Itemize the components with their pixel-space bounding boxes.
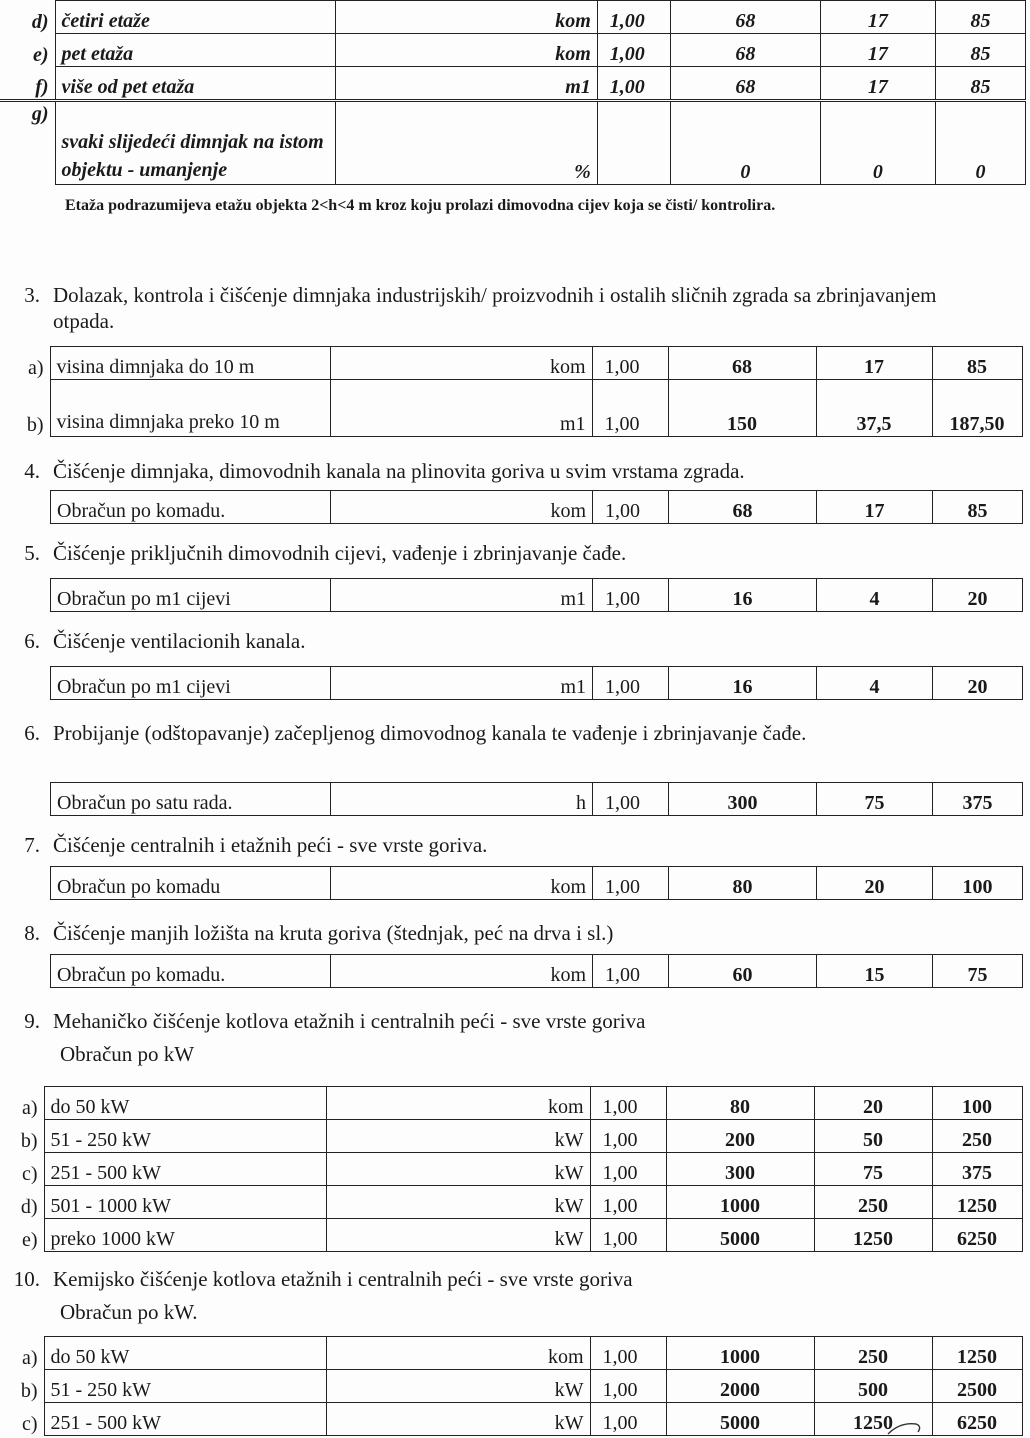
row-description: Obračun po komadu. <box>51 491 331 524</box>
table-row <box>0 1403 1022 1436</box>
row-quantity: 1,00 <box>593 783 669 816</box>
row-letter: a) <box>27 356 44 379</box>
row-price-c: 20 <box>933 667 1023 700</box>
row-price-c: 100 <box>933 867 1023 900</box>
section-number: 7. <box>24 833 40 857</box>
row-price-c: 187,50 <box>932 380 1022 437</box>
row-quantity: 1,00 <box>590 1087 666 1120</box>
table-row <box>0 347 1022 380</box>
price-table <box>50 782 1023 816</box>
row-unit: h <box>331 783 593 816</box>
row-description: 51 - 250 kW <box>44 1120 326 1153</box>
row-price-b: 500 <box>814 1370 932 1403</box>
section-subtitle: Obračun po kW. <box>60 1300 198 1324</box>
row-description: Obračun po m1 cijevi <box>51 579 331 612</box>
row-unit: kW <box>326 1370 590 1403</box>
section-number: 3. <box>24 283 40 307</box>
row-price-b: 17 <box>820 34 935 67</box>
row-price-c: 0 <box>935 101 1025 185</box>
price-table <box>50 954 1023 988</box>
price-table <box>0 1086 1023 1252</box>
row-price-c: 6250 <box>932 1219 1022 1252</box>
table-row <box>51 783 1023 816</box>
row-price-c: 75 <box>933 955 1023 988</box>
row-letter: a) <box>21 1096 38 1119</box>
row-letter: d) <box>20 1195 38 1218</box>
row-price-c: 85 <box>935 67 1025 101</box>
row-price-c: 85 <box>935 1 1025 34</box>
table-row <box>51 579 1023 612</box>
row-price-b: 4 <box>817 667 933 700</box>
row-quantity: 1,00 <box>597 34 670 67</box>
row-price-a: 68 <box>670 67 820 101</box>
table-row <box>51 667 1023 700</box>
section-title: Kemijsko čišćenje kotlova etažnih i centralnih peći - sve vrste goriva <box>53 1267 633 1291</box>
row-unit: kW <box>326 1403 590 1436</box>
row-price-a: 5000 <box>666 1403 814 1436</box>
row-quantity: 1,00 <box>593 955 669 988</box>
table-row <box>0 67 1026 101</box>
row-price-c: 1250 <box>932 1337 1022 1370</box>
row-description: do 50 kW <box>44 1087 326 1120</box>
row-unit: kom <box>335 1 597 34</box>
row-price-c: 85 <box>932 347 1022 380</box>
row-price-b: 0 <box>820 101 935 185</box>
row-price-a: 300 <box>666 1153 814 1186</box>
row-quantity: 1,00 <box>597 1 670 34</box>
table-row <box>0 1 1026 34</box>
row-description: Obračun po komadu. <box>51 955 331 988</box>
row-unit: kW <box>326 1120 590 1153</box>
row-unit: kom <box>326 1087 590 1120</box>
row-description: svaki slijedeći dimnjak na istom objektu - umanjenje <box>55 101 335 185</box>
row-letter: e) <box>21 1228 38 1251</box>
price-table <box>50 666 1023 700</box>
row-quantity: 1,00 <box>590 1186 666 1219</box>
row-description: Obračun po komadu <box>51 867 331 900</box>
row-price-b: 17 <box>816 347 932 380</box>
price-table <box>50 866 1023 900</box>
section-title: Dolazak, kontrola i čišćenje dimnjaka industrijskih/ proizvodnih i ostalih sličnih zgrada sa zbrinjavanjem otpada. <box>53 283 937 333</box>
row-description: preko 1000 kW <box>44 1219 326 1252</box>
price-table <box>50 578 1023 612</box>
row-price-c: 100 <box>932 1087 1022 1120</box>
row-price-c: 250 <box>932 1120 1022 1153</box>
row-letter: c) <box>21 1162 38 1185</box>
table-row <box>0 101 1026 185</box>
section-title: Čišćenje priključnih dimovodnih cijevi, vađenje i zbrinjavanje čađe. <box>53 541 627 565</box>
row-letter: e) <box>32 43 49 66</box>
row-price-a: 68 <box>670 1 820 34</box>
row-quantity: 1,00 <box>597 67 670 101</box>
row-description: Obračun po satu rada. <box>51 783 331 816</box>
row-quantity <box>597 101 670 185</box>
row-unit: kW <box>326 1219 590 1252</box>
section-number: 10. <box>13 1267 40 1291</box>
table-row <box>51 491 1023 524</box>
row-letter: b) <box>20 1129 38 1152</box>
row-price-b: 20 <box>817 867 933 900</box>
table-row <box>0 1153 1022 1186</box>
row-price-a: 68 <box>669 491 817 524</box>
row-description: 51 - 250 kW <box>44 1370 326 1403</box>
row-price-c: 375 <box>933 783 1023 816</box>
row-price-b: 37,5 <box>816 380 932 437</box>
row-unit: kom <box>331 955 593 988</box>
table-row <box>0 1087 1022 1120</box>
row-quantity: 1,00 <box>592 347 668 380</box>
row-price-b: 17 <box>817 491 933 524</box>
row-price-b: 250 <box>814 1186 932 1219</box>
row-unit: % <box>335 101 597 185</box>
row-unit: kom <box>326 1337 590 1370</box>
row-letter: d) <box>31 10 49 33</box>
row-price-b: 50 <box>814 1120 932 1153</box>
row-price-b: 75 <box>817 783 933 816</box>
table-row <box>0 34 1026 67</box>
row-unit: m1 <box>330 380 592 437</box>
row-price-c: 85 <box>933 491 1023 524</box>
row-description: 251 - 500 kW <box>44 1403 326 1436</box>
row-price-a: 68 <box>668 347 816 380</box>
row-price-c: 20 <box>933 579 1023 612</box>
row-price-a: 200 <box>666 1120 814 1153</box>
row-price-a: 80 <box>666 1087 814 1120</box>
section-number: 6. <box>24 629 40 653</box>
row-price-a: 5000 <box>666 1219 814 1252</box>
row-quantity: 1,00 <box>593 667 669 700</box>
row-quantity: 1,00 <box>590 1153 666 1186</box>
row-price-a: 1000 <box>666 1186 814 1219</box>
row-letter: g) <box>31 103 49 125</box>
section-number: 9. <box>24 1009 40 1033</box>
pen-scribble-mark <box>886 1418 926 1438</box>
row-description: pet etaža <box>55 34 335 67</box>
table-footnote: Etaža podrazumijeva etažu objekta 2<h<4 m kroz koju prolazi dimovodna cijev koja se čisti/ kontrolira. <box>65 197 776 214</box>
row-letter: b) <box>26 413 44 436</box>
row-price-a: 80 <box>669 867 817 900</box>
row-quantity: 1,00 <box>590 1337 666 1370</box>
section-title: Mehaničko čišćenje kotlova etažnih i centralnih peći - sve vrste goriva <box>53 1009 646 1033</box>
row-quantity: 1,00 <box>590 1219 666 1252</box>
row-unit: m1 <box>335 67 597 101</box>
row-description: Obračun po m1 cijevi <box>51 667 331 700</box>
section-title: Čišćenje centralnih i etažnih peći - sve vrste goriva. <box>53 833 488 857</box>
table-row <box>0 380 1022 437</box>
row-price-a: 300 <box>669 783 817 816</box>
price-table <box>0 346 1023 437</box>
row-price-a: 60 <box>669 955 817 988</box>
row-price-b: 20 <box>814 1087 932 1120</box>
row-price-b: 17 <box>820 1 935 34</box>
row-description: visina dimnjaka preko 10 m <box>50 380 330 437</box>
table-row <box>0 1186 1022 1219</box>
row-quantity: 1,00 <box>590 1120 666 1153</box>
row-unit: kW <box>326 1186 590 1219</box>
price-table <box>50 490 1023 524</box>
row-letter: a) <box>21 1346 38 1369</box>
row-price-a: 150 <box>668 380 816 437</box>
row-description: više od pet etaža <box>55 67 335 101</box>
table-row <box>0 1370 1022 1403</box>
row-price-b: 15 <box>817 955 933 988</box>
section-title: Čišćenje dimnjaka, dimovodnih kanala na plinovita goriva u svim vrstama zgrada. <box>53 459 745 483</box>
row-price-b: 1250 <box>814 1403 932 1436</box>
row-price-a: 68 <box>670 34 820 67</box>
table-row <box>0 1337 1022 1370</box>
row-unit: kom <box>335 34 597 67</box>
table-row <box>0 1219 1022 1252</box>
row-quantity: 1,00 <box>590 1370 666 1403</box>
section-title: Čišćenje ventilacionih kanala. <box>53 629 306 653</box>
row-price-a: 1000 <box>666 1337 814 1370</box>
row-price-c: 2500 <box>932 1370 1022 1403</box>
row-quantity: 1,00 <box>593 579 669 612</box>
section-title: Probijanje (odštopavanje) začepljenog dimovodnog kanala te vađenje i zbrinjavanje čađe. <box>53 721 807 745</box>
row-unit: m1 <box>331 579 593 612</box>
row-price-b: 1250 <box>814 1219 932 1252</box>
section-number: 8. <box>24 921 40 945</box>
row-price-a: 16 <box>669 667 817 700</box>
row-price-c: 375 <box>932 1153 1022 1186</box>
section-title: Čišćenje manjih ložišta na kruta goriva (štednjak, peć na drva i sl.) <box>53 921 614 945</box>
row-description: 501 - 1000 kW <box>44 1186 326 1219</box>
section-subtitle: Obračun po kW <box>60 1042 195 1066</box>
row-price-c: 6250 <box>932 1403 1022 1436</box>
row-price-c: 85 <box>935 34 1025 67</box>
row-quantity: 1,00 <box>593 491 669 524</box>
row-description: visina dimnjaka do 10 m <box>50 347 330 380</box>
row-quantity: 1,00 <box>593 867 669 900</box>
section-number: 5. <box>24 541 40 565</box>
row-unit: kom <box>331 491 593 524</box>
row-unit: kom <box>330 347 592 380</box>
row-letter: f) <box>35 76 49 98</box>
row-unit: kom <box>331 867 593 900</box>
row-price-a: 16 <box>669 579 817 612</box>
row-description: do 50 kW <box>44 1337 326 1370</box>
table-row <box>51 867 1023 900</box>
row-unit: kW <box>326 1153 590 1186</box>
price-table <box>0 1336 1023 1436</box>
row-letter: c) <box>21 1412 38 1435</box>
section-number: 4. <box>24 459 40 483</box>
row-price-b: 75 <box>814 1153 932 1186</box>
row-price-a: 2000 <box>666 1370 814 1403</box>
row-price-c: 1250 <box>932 1186 1022 1219</box>
section-number: 6. <box>24 721 40 745</box>
top-price-table <box>0 0 1026 185</box>
row-letter: b) <box>20 1379 38 1402</box>
row-price-b: 250 <box>814 1337 932 1370</box>
row-description: 251 - 500 kW <box>44 1153 326 1186</box>
row-quantity: 1,00 <box>592 380 668 437</box>
row-price-b: 17 <box>820 67 935 101</box>
table-row <box>51 955 1023 988</box>
row-price-b: 4 <box>817 579 933 612</box>
row-unit: m1 <box>331 667 593 700</box>
row-description: četiri etaže <box>55 1 335 34</box>
table-row <box>0 1120 1022 1153</box>
row-quantity: 1,00 <box>590 1403 666 1436</box>
row-price-a: 0 <box>670 101 820 185</box>
